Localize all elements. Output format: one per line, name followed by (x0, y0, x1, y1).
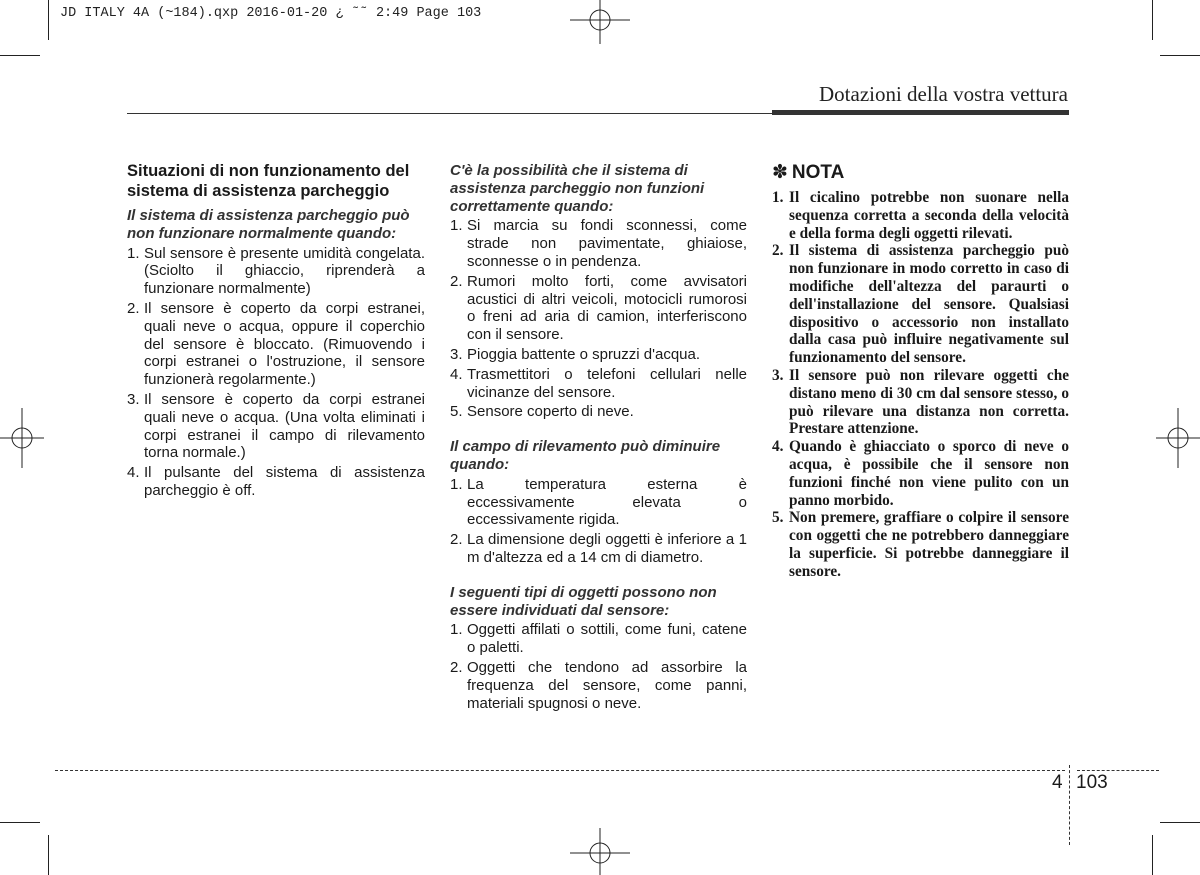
footer-divider (1069, 765, 1070, 845)
subheading: C'è la possibilità che il sistema di assistenza parcheggio non funzioni correttamente quando: (450, 162, 705, 215)
column-2 (450, 162, 747, 714)
footer-dashed-rule (1077, 770, 1159, 771)
page-number: 103 (1076, 772, 1108, 793)
item-text: Il sensore è coperto da corpi estranei, quali neve o acqua, oppure il coperchio del sensore è bloccato. (Rimuovendo i corpi estranei o l'ostruzione, il sensore funzionerà regolarmente.) (144, 299, 425, 389)
item-list (127, 245, 425, 500)
item-text: Il sistema di assistenza parcheggio può non funzionare in modo corretto in caso di modifiche dell'altezza del paraurti o dell'installazione del sensore. Qualsiasi dispositivo o accessorio non installato dalla casa può influire negativamente sul funzionamento del sensore. (789, 242, 1069, 367)
item-list (450, 621, 747, 712)
note-heading (772, 162, 1069, 184)
column-1 (127, 162, 425, 502)
list-item (450, 403, 747, 421)
item-number: 2. (772, 242, 784, 260)
subheading: Il sistema di assistenza parcheggio può non funzionare normalmente quando: (127, 207, 410, 242)
item-number: 3. (127, 390, 140, 408)
list-item (127, 245, 425, 298)
item-text: Rumori molto forti, come avvisatori acustici di altri veicoli, motocicli rumorosi o freni ad aria di camion, interferiscono con il sensore. (467, 272, 747, 344)
item-text: Il sensore può non rilevare oggetti che distano meno di 30 cm dal sensore stesso, o può rilevare una distanza non corretta. Prestare attenzione. (789, 366, 1069, 438)
list-item (127, 300, 425, 389)
item-list (450, 476, 747, 567)
list-item (450, 659, 747, 712)
registration-mark-icon (0, 408, 44, 468)
item-number: 4. (450, 365, 463, 383)
item-text: Oggetti affilati o sottili, come funi, catene o paletti. (467, 621, 747, 657)
crop-mark (1160, 55, 1200, 56)
subheading: Il campo di rilevamento può diminuire quando: (450, 438, 721, 473)
registration-mark-icon (570, 828, 630, 875)
item-text: La temperatura esterna è eccessivamente elevata o eccessivamente rigida. (467, 475, 747, 529)
list-item (127, 464, 425, 500)
note-item (772, 189, 1069, 242)
crop-mark (1160, 822, 1200, 823)
list-item (450, 621, 747, 657)
crop-mark (48, 0, 49, 40)
note-item (772, 367, 1069, 438)
chapter-number: 4 (1052, 772, 1063, 793)
item-text: Quando è ghiacciato o sporco di neve o acqua, è possibile che il sensore non funzioni finché non viene pulito con un panno morbido. (789, 438, 1069, 509)
note-item (772, 509, 1069, 580)
item-number: 4. (772, 438, 784, 456)
item-number: 1. (450, 621, 463, 639)
column-3 (772, 162, 1069, 581)
item-text: Il pulsante del sistema di assistenza parcheggio è off. (144, 464, 425, 499)
item-text: Trasmettitori o telefoni cellulari nelle vicinanze del sensore. (467, 365, 747, 401)
crop-mark (0, 822, 40, 823)
item-number: 1. (127, 244, 140, 262)
list-item (450, 346, 747, 364)
item-number: 1. (450, 475, 463, 493)
item-number: 3. (772, 366, 784, 384)
item-number: 5. (772, 509, 784, 527)
note-list (772, 189, 1069, 581)
section-title: Situazioni di non funzionamento del sistema di assistenza parcheggio (127, 162, 410, 200)
item-text: Sensore coperto di neve. (467, 403, 634, 421)
list-item (450, 217, 747, 270)
crop-mark (48, 835, 49, 875)
item-text: Si marcia su fondi sconnessi, come strade non pavimentate, ghiaiose, sconnesse o in pendenza. (467, 217, 747, 270)
item-text: Sul sensore è presente umidità congelata. (Sciolto il ghiaccio, riprenderà a funzionare normalmente) (144, 244, 425, 298)
item-number: 1. (450, 217, 463, 235)
item-text: Non premere, graffiare o colpire il sensore con oggetti che ne potrebbero danneggiare la superficie. Si potrebbe danneggiare il sensore. (789, 509, 1069, 580)
note-title: NOTA (791, 162, 845, 183)
item-text: La dimensione degli oggetti è inferiore a 1 m d'altezza ed a 14 cm di diametro. (467, 531, 747, 566)
note-item (772, 438, 1069, 509)
crop-mark (0, 55, 40, 56)
item-number: 5. (450, 403, 463, 421)
list-item (450, 273, 747, 344)
item-number: 3. (450, 345, 463, 363)
list-item (450, 531, 747, 567)
item-number: 2. (450, 658, 463, 676)
crop-mark (1152, 835, 1153, 875)
item-text: Il cicalino potrebbe non suonare nella sequenza corretta a seconda della velocità e della forma degli oggetti rilevati. (789, 189, 1069, 242)
list-item (127, 391, 425, 462)
footer-dashed-rule (55, 770, 1065, 771)
header-rule-accent (772, 110, 1069, 115)
registration-mark-icon (1156, 408, 1200, 468)
note-item (772, 242, 1069, 367)
item-number: 2. (127, 299, 140, 317)
item-list (450, 217, 747, 421)
item-number: 4. (127, 464, 140, 482)
item-text: Oggetti che tendono ad assorbire la frequenza del sensore, come panni, materiali spugnosi o neve. (467, 658, 747, 712)
item-number: 2. (450, 531, 463, 549)
item-text: Il sensore è coperto da corpi estranei quali neve o acqua. (Una volta eliminati i corpi estranei il campo di rilevamento torna normale.) (144, 390, 425, 462)
item-number: 2. (450, 272, 463, 290)
note-star-icon: ✽ (772, 162, 788, 183)
printer-slug: JD ITALY 4A (~184).qxp 2016-01-20 ¿ ˜˜ 2:49 Page 103 (60, 6, 482, 21)
running-head: Dotazioni della vostra vettura (819, 82, 1068, 106)
registration-mark-icon (570, 0, 630, 44)
crop-mark (1152, 0, 1153, 40)
item-text: Pioggia battente o spruzzi d'acqua. (467, 345, 701, 363)
item-number: 1. (772, 189, 784, 206)
list-item (450, 366, 747, 402)
list-item (450, 476, 747, 529)
subheading: I seguenti tipi di oggetti possono non essere individuati dal sensore: (450, 583, 717, 619)
